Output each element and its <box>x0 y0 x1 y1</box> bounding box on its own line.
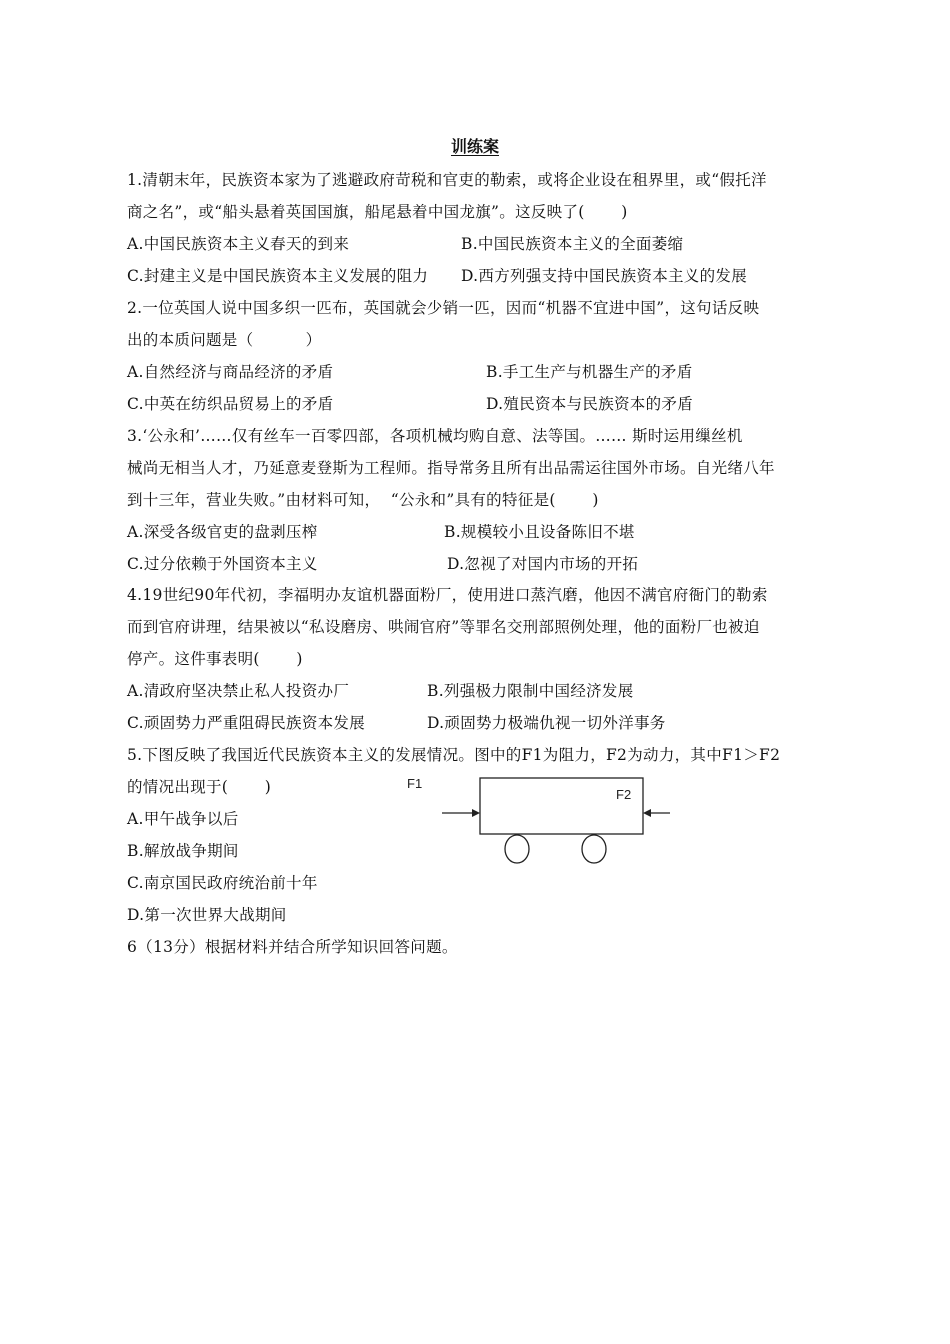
q2-option-d: D.殖民资本与民族资本的矛盾 <box>486 395 694 413</box>
q4-stem-line3: 停产。这件事表明( ) <box>127 650 303 668</box>
q5-option-b: B.解放战争期间 <box>127 842 239 860</box>
q5-option-c: C.南京国民政府统治前十年 <box>127 874 318 892</box>
q1-option-c: C.封建主义是中国民族资本主义发展的阻力 <box>127 267 429 285</box>
q2-option-b: B.手工生产与机器生产的矛盾 <box>486 363 693 381</box>
q4-option-b: B.列强极力限制中国经济发展 <box>427 682 634 700</box>
q5-option-d: D.第一次世界大战期间 <box>127 906 287 924</box>
q6-stem-line1: 6（13分）根据材料并结合所学知识回答问题。 <box>127 938 458 956</box>
f2-arrow <box>643 809 670 817</box>
q3-stem-line2: 械尚无相当人才，乃延意麦登斯为工程师。指导常务且所有出品需运往国外市场。自光绪八年 <box>127 459 775 477</box>
page-title: 训练案 <box>450 137 499 156</box>
q4-option-c: C.顽固势力严重阻碍民族资本发展 <box>127 714 366 732</box>
q4-stem-line2: 而到官府讲理，结果被以“私设磨房、哄闹官府”等罪名交刑部照例处理，他的面粉厂也被迫 <box>127 618 760 636</box>
q1-stem-line1: 1.清朝末年，民族资本家为了逃避政府苛税和官吏的勒索，或将企业设在租界里，或“假托洋 <box>127 171 767 189</box>
q3-stem-line1: 3.‘公永和’……仅有丝车一百零四部，各项机械均购自意、法等国。…… 斯时运用缫丝机 <box>127 427 743 445</box>
f2-label: F2 <box>616 787 632 802</box>
q4-stem-line1: 4.19世纪90年代初，李福明办友谊机器面粉厂，使用进口蒸汽磨，他因不满官府衙门的勒索 <box>127 586 768 604</box>
q3-option-a: A.深受各级官吏的盘剥压榨 <box>127 523 318 541</box>
q2-stem-line1: 2.一位英国人说中国多织一匹布，英国就会少销一匹，因而“机器不宜进中国”，这句话反映 <box>127 299 760 317</box>
q4-option-d: D.顽固势力极端仇视一切外洋事务 <box>427 714 666 732</box>
q3-option-b: B.规模较小且设备陈旧不堪 <box>444 523 635 541</box>
q3-option-c: C.过分依赖于外国资本主义 <box>127 555 318 573</box>
cart-wheel-right <box>582 835 606 863</box>
q3-stem-line3: 到十三年，营业失败。”由材料可知， “公永和”具有的特征是( ) <box>127 491 599 509</box>
q5-stem-line2: 的情况出现于( ) <box>127 778 272 796</box>
f1-arrow <box>442 809 480 817</box>
q5-stem-line1: 5.下图反映了我国近代民族资本主义的发展情况。图中的F1为阻力，F2为动力，其中F1＞F2 <box>127 746 781 764</box>
q2-option-c: C.中英在纺织品贸易上的矛盾 <box>127 395 334 413</box>
q1-stem-line2: 商之名”，或“船头悬着英国国旗，船尾悬着中国龙旗”。这反映了( ) <box>127 203 628 221</box>
q1-option-a: A.中国民族资本主义春天的到来 <box>127 235 350 253</box>
force-diagram <box>400 770 690 870</box>
q3-option-d: D.忽视了对国内市场的开拓 <box>447 555 639 573</box>
q2-stem-line2: 出的本质问题是（ ） <box>127 331 322 349</box>
q1-option-d: D.西方列强支持中国民族资本主义的发展 <box>461 267 748 285</box>
q4-option-a: A.清政府坚决禁止私人投资办厂 <box>127 682 350 700</box>
q2-option-a: A.自然经济与商品经济的矛盾 <box>127 363 334 381</box>
cart-wheel-left <box>505 835 529 863</box>
q1-option-b: B.中国民族资本主义的全面萎缩 <box>461 235 684 253</box>
f1-label: F1 <box>407 776 423 791</box>
q5-option-a: A.甲午战争以后 <box>127 810 239 828</box>
